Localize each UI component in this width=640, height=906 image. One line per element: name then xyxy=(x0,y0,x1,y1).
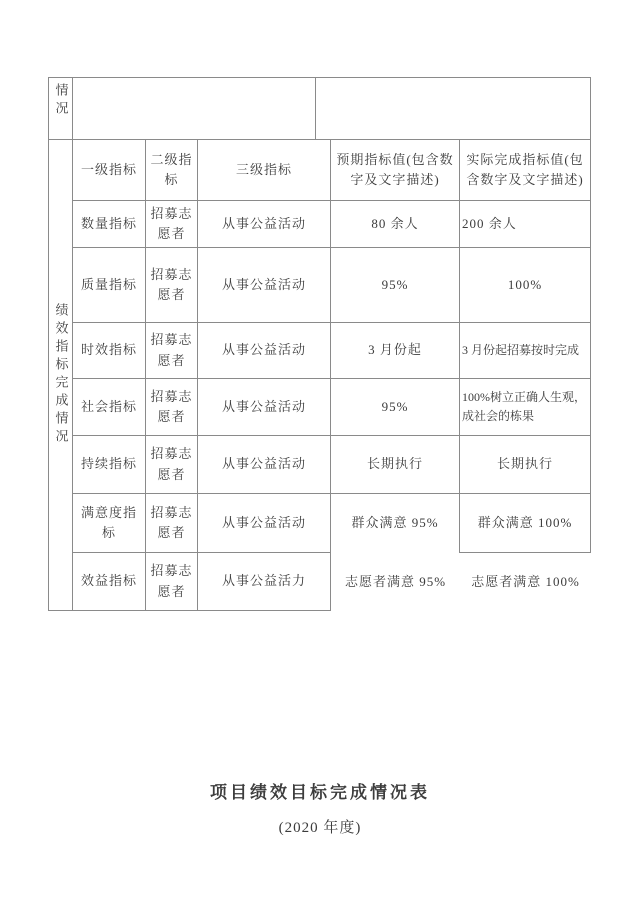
continuation-empty-cell-right xyxy=(316,78,591,140)
row4-level2: 招募志愿者 xyxy=(146,379,198,436)
continuation-empty-cell-left xyxy=(73,78,316,140)
row6-expected: 群众满意 95% xyxy=(331,494,460,553)
row7-level1: 效益指标 xyxy=(73,553,146,611)
document-subtitle: (2020 年度) xyxy=(278,820,362,836)
header-actual: 实际完成指标值(包含数字及文字描述) xyxy=(460,140,591,201)
row3-actual: 3 月份起招募按时完成 xyxy=(460,323,591,379)
row5-level2: 招募志愿者 xyxy=(146,436,198,494)
row4-actual: 100%树立正确人生观，成社会的栋果 xyxy=(460,379,591,436)
header-expected: 预期指标值(包含数字及文字描述) xyxy=(331,140,460,201)
row7-level3: 从事公益活力 xyxy=(198,553,331,611)
row1-level3: 从事公益活动 xyxy=(198,201,331,248)
document-title: 项目绩效目标完成情况表 xyxy=(210,783,430,802)
row6-level1: 满意度指标 xyxy=(73,494,146,553)
row5-expected: 长期执行 xyxy=(331,436,460,494)
row2-actual: 100% xyxy=(460,248,591,323)
row5-level3: 从事公益活动 xyxy=(198,436,331,494)
row7-expected: 志愿者满意 95% xyxy=(344,573,447,589)
row7-level2: 招募志愿者 xyxy=(146,553,198,611)
row2-level3: 从事公益活动 xyxy=(198,248,331,323)
row1-level2: 招募志愿者 xyxy=(146,201,198,248)
row6-level3: 从事公益活动 xyxy=(198,494,331,553)
row6-actual: 群众满意 100% xyxy=(460,494,591,553)
header-level3: 三级指标 xyxy=(198,140,331,201)
row3-level1: 时效指标 xyxy=(73,323,146,379)
section-side-label-cell xyxy=(49,140,73,611)
header-level1: 一级指标 xyxy=(73,140,146,201)
continuation-side-label: 情况 xyxy=(53,83,69,119)
row1-actual: 200 余人 xyxy=(460,201,591,248)
row2-level2: 招募志愿者 xyxy=(146,248,198,323)
row3-level3: 从事公益活动 xyxy=(198,323,331,379)
row5-actual: 长期执行 xyxy=(460,436,591,494)
row5-level1: 持续指标 xyxy=(73,436,146,494)
performance-indicator-table xyxy=(48,77,591,611)
row3-level2: 招募志愿者 xyxy=(146,323,198,379)
row4-expected: 95% xyxy=(331,379,460,436)
header-level2: 二级指标 xyxy=(146,140,198,201)
row6-level2: 招募志愿者 xyxy=(146,494,198,553)
row1-level1: 数量指标 xyxy=(73,201,146,248)
row7-actual: 志愿者满意 100% xyxy=(471,573,580,589)
section-side-label: 绩效指标完成情况 xyxy=(53,303,69,447)
row2-level1: 质量指标 xyxy=(73,248,146,323)
row3-expected: 3 月份起 xyxy=(331,323,460,379)
row4-level1: 社会指标 xyxy=(73,379,146,436)
row4-level3: 从事公益活动 xyxy=(198,379,331,436)
row2-expected: 95% xyxy=(331,248,460,323)
continuation-side-label-cell xyxy=(49,78,73,140)
row1-expected: 80 余人 xyxy=(331,201,460,248)
